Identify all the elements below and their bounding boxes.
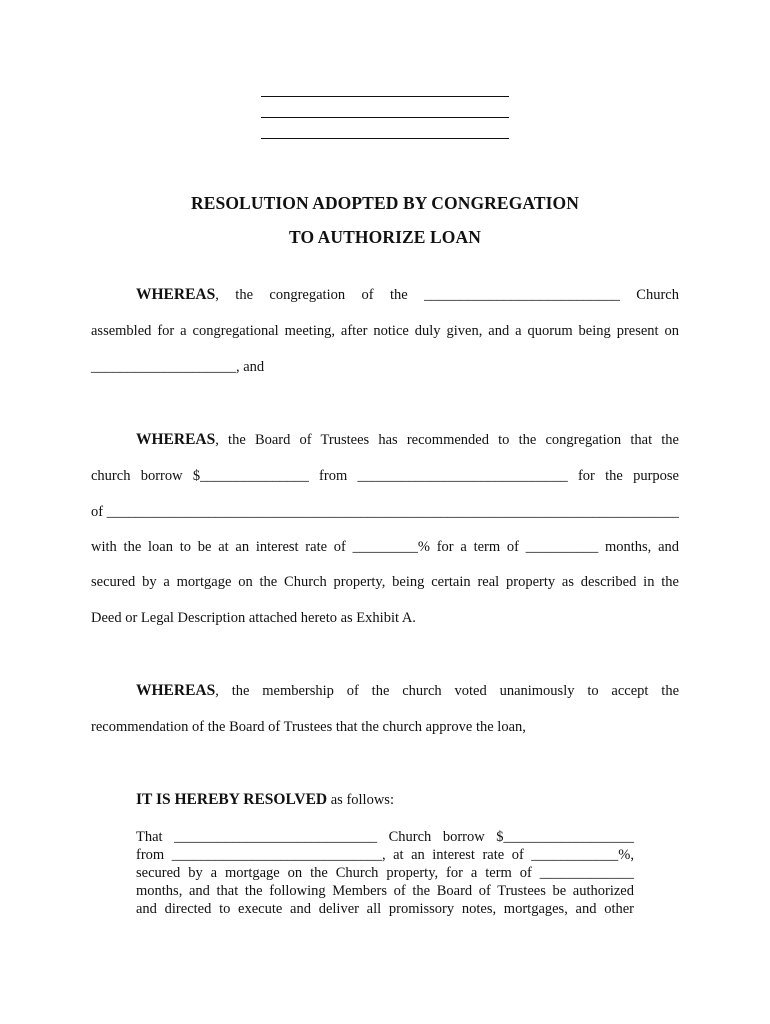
para3-line-1 [136,682,679,700]
document-title-line-1: RESOLUTION ADOPTED BY CONGREGATION [191,193,579,213]
para3-line-1-text: , the membership of the church voted unanimously to accept the [215,683,679,699]
resolved-heading-text: as follows: [327,792,394,808]
resolved-heading [136,791,679,809]
para2-line-6: Deed or Legal Description attached hereto as Exhibit A. [91,610,416,626]
para2-line-4: with the loan to be at an interest rate of _________% for a term of __________ months, and [91,539,679,555]
resolved-line-1: That ____________________________ Church borrow $__________________ [136,829,634,845]
para1-line-1 [136,286,679,304]
para2-line-1-text: , the Board of Trustees has recommended to the congregation that the [215,432,679,448]
header-blank-line-3 [261,138,509,139]
header-blank-line-2 [261,117,509,118]
para1-keyword: WHEREAS [136,286,216,303]
document-title-line-2: TO AUTHORIZE LOAN [289,227,481,247]
para1-line-3: ____________________, and [91,359,265,375]
para2-line-1 [136,431,679,449]
para2-line-3: of _______________________________________________________________________________ [91,504,679,520]
header-blank-line-1 [261,96,509,97]
resolved-keyword: IT IS HEREBY RESOLVED [136,791,328,808]
para2-line-5: secured by a mortgage on the Church property, being certain real property as described in the [91,574,679,590]
resolved-line-2: from _____________________________, at an interest rate of ____________%, [136,847,634,863]
resolved-line-3: secured by a mortgage on the Church property, for a term of _____________ [136,865,634,881]
para2-keyword: WHEREAS [136,431,216,448]
resolved-block [136,828,634,918]
header-blank-lines [261,96,509,159]
para1-line-1-text: , the congregation of the ___________________________ Church [215,287,679,303]
para3-keyword: WHEREAS [136,682,216,699]
para3-line-2: recommendation of the Board of Trustees that the church approve the loan, [91,719,526,735]
para2-line-2: church borrow $_______________ from _____________________________ for the purpose [91,468,679,484]
para1-line-2: assembled for a congregational meeting, after notice duly given, and a quorum being present on [91,323,679,339]
resolved-line-4: months, and that the following Members of the Board of Trustees be authorized [136,883,634,899]
resolved-line-5: and directed to execute and deliver all promissory notes, mortgages, and other [136,901,634,917]
